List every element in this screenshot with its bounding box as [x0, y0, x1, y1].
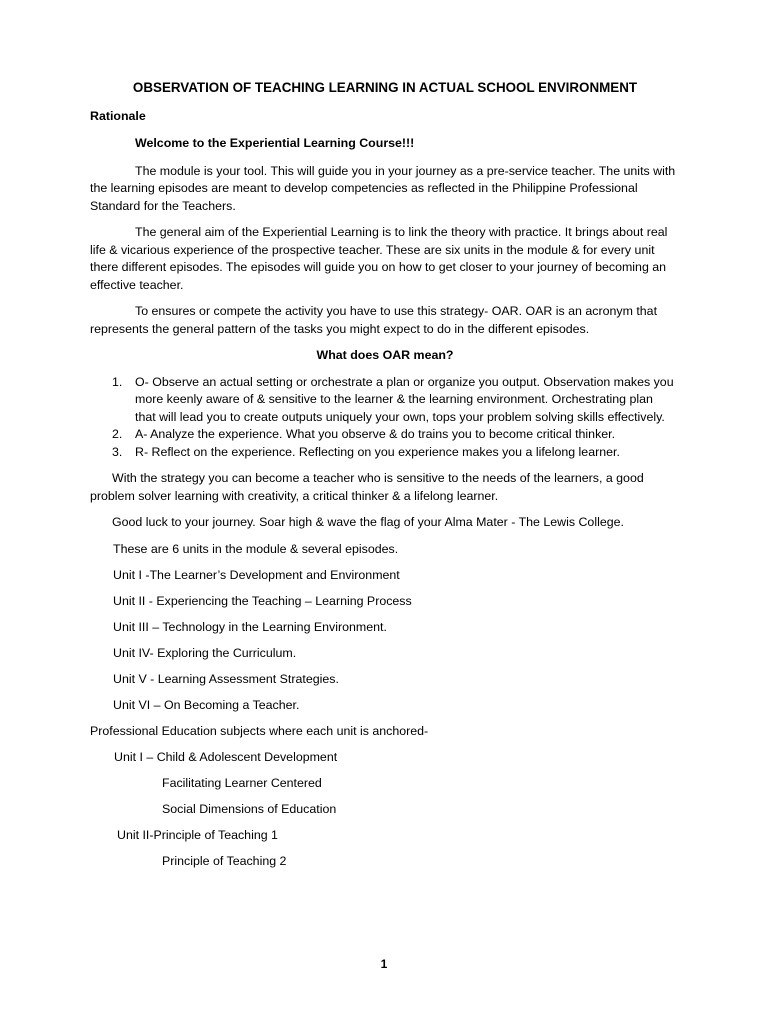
- unit-item: Unit II - Experiencing the Teaching – Learning Process: [113, 593, 412, 608]
- list-number: 1.: [112, 374, 123, 389]
- paragraph-good-luck: Good luck to your journey. Soar high & wave the flag of your Alma Mater - The Lewis College.: [112, 515, 624, 529]
- anchored-subject: Social Dimensions of Education: [162, 801, 337, 816]
- unit-item: Unit I -The Learner’s Development and Environment: [113, 567, 400, 582]
- page-number: 1: [380, 957, 388, 971]
- unit-item: Unit IV- Exploring the Curriculum.: [113, 645, 297, 660]
- anchored-heading: Professional Education subjects where each unit is anchored-: [90, 723, 429, 738]
- document-title: OBSERVATION OF TEACHING LEARNING IN ACTUAL SCHOOL ENVIRONMENT: [132, 80, 638, 95]
- paragraph-strategy: With the strategy you can become a teacher who is sensitive to the needs of the learners, a good problem solver learning with creativity, a critical thinker & a lifelong learner.: [90, 471, 644, 503]
- oar-item-analyze: [90, 426, 676, 444]
- oar-heading: What does OAR mean?: [316, 348, 454, 362]
- list-number: 3.: [112, 444, 123, 459]
- rationale-heading: Rationale: [90, 108, 146, 123]
- paragraph-module-tool: The module is your tool. This will guide you in your journey as a pre-service teacher. The units with the learning episodes are meant to develop competencies as reflected in the Philippine Professional Standard for the Teachers.: [90, 163, 676, 213]
- unit-item: Unit VI – On Becoming a Teacher.: [113, 697, 300, 712]
- anchored-unit-2: Unit II-Principle of Teaching 1: [117, 827, 278, 842]
- oar-list: [90, 374, 676, 462]
- anchored-subject: Principle of Teaching 2: [162, 853, 287, 868]
- unit-item: Unit III – Technology in the Learning Environment.: [113, 619, 387, 634]
- paragraph-oar-strategy: To ensures or compete the activity you have to use this strategy- OAR. OAR is an acronym that represents the general pattern of the tasks you might expect to do in the different episodes.: [90, 304, 658, 336]
- units-intro: These are 6 units in the module & several episodes.: [113, 541, 399, 556]
- anchored-subject: Facilitating Learner Centered: [162, 775, 322, 790]
- oar-item-reflect: [90, 444, 676, 462]
- unit-item: Unit V - Learning Assessment Strategies.: [113, 671, 339, 686]
- list-item-text: R- Reflect on the experience. Reflecting on you experience makes you a lifelong learner.: [135, 444, 620, 459]
- welcome-line: Welcome to the Experiential Learning Course!!!: [135, 136, 415, 150]
- list-number: 2.: [112, 427, 123, 441]
- anchored-unit-1: Unit I – Child & Adolescent Development: [114, 749, 338, 764]
- list-item-text: A- Analyze the experience. What you observe & do trains you to become critical thinker.: [135, 427, 616, 441]
- paragraph-general-aim: The general aim of the Experiential Learning is to link the theory with practice. It brings about real life & vicarious experience of the prospective teacher. These are six units in the module & for every unit there different episodes. The episodes will guide you on how to get closer to your journey of becoming an effective teacher.: [90, 225, 668, 292]
- oar-item-observe: [90, 374, 676, 427]
- list-item-text: O- Observe an actual setting or orchestrate a plan or organize you output. Observation makes you more keenly aware of & sensitive to the learner & the learning environment. Orchestrating plan that will lead you to create outputs uniquely your own, tops your problem solving skills effectively.: [135, 374, 674, 424]
